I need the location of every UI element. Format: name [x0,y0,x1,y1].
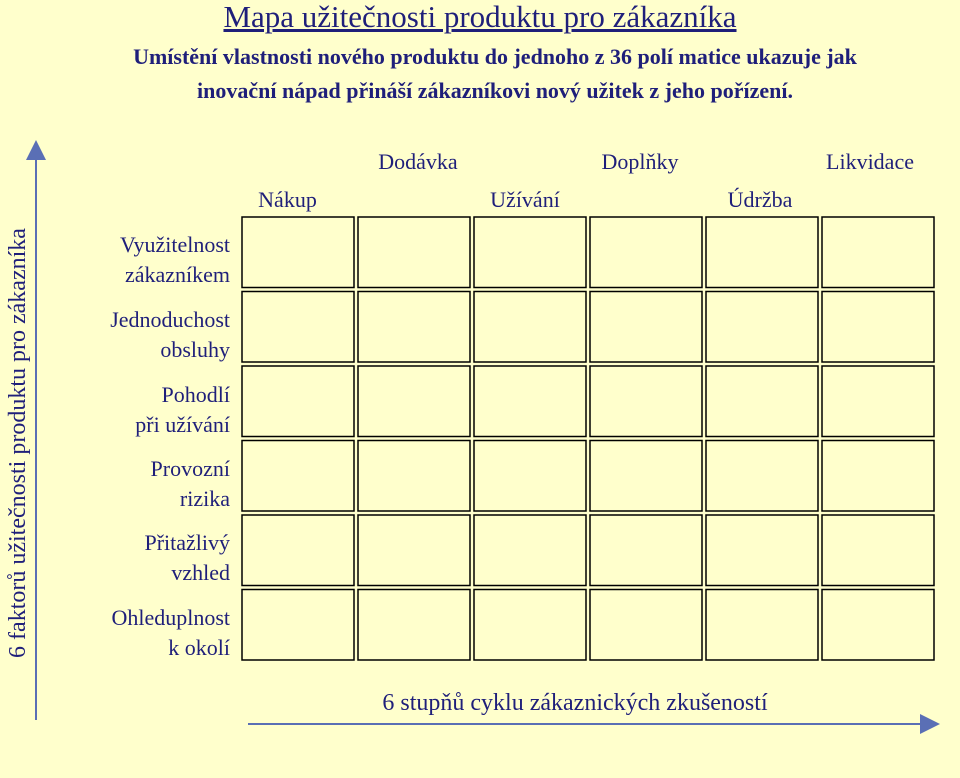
matrix-cell [474,366,586,437]
y-axis-label: 6 faktorů užitečnosti produktu pro zákazníka [5,228,31,658]
matrix-cell [590,515,702,586]
matrix-grid [242,217,934,660]
factor-line: Pohodlí [161,382,230,407]
matrix-cell [590,441,702,512]
factor-line: obsluhy [160,337,230,362]
matrix-cell [358,515,470,586]
x-axis-label: 6 stupňů cyklu zákaznických zkušeností [382,690,768,716]
factor-line: Provozní [150,456,230,481]
matrix-cell [590,590,702,661]
matrix-cell [706,441,818,512]
matrix-cell [242,590,354,661]
matrix-cell [242,292,354,363]
matrix-cell [822,366,934,437]
matrix-cell [706,217,818,288]
matrix-cell [822,441,934,512]
matrix-cell [706,292,818,363]
factor-line: při užívání [135,412,230,437]
matrix-cell [474,292,586,363]
matrix-cell [242,515,354,586]
matrix-cell [358,590,470,661]
matrix-cell [706,590,818,661]
factor-line: zákazníkem [124,262,230,287]
subtitle-line-1: Umístění vlastnosti nového produktu do jednoho z 36 polí matice ukazuje jak [133,44,857,69]
stage-udrzba: Údržba [727,187,793,212]
factor-line: vzhled [171,560,230,585]
matrix-cell [358,441,470,512]
matrix-cell [474,441,586,512]
factor-line: Využitelnost [120,232,230,257]
matrix-cell [822,217,934,288]
matrix-cell [358,366,470,437]
matrix-cell [706,515,818,586]
matrix-cell [358,217,470,288]
matrix-cell [242,217,354,288]
title-text: Mapa užitečnosti produktu pro zákazníka [223,0,737,34]
stage-doplnky: Doplňky [601,149,679,174]
factor-line: Přitažlivý [144,530,230,555]
stage-likvidace: Likvidace [826,149,914,174]
factor-line: Ohleduplnost [111,605,230,630]
stage-nakup: Nákup [258,187,317,212]
factor-line: k okolí [168,635,230,660]
matrix-cell [590,292,702,363]
matrix-cell [822,292,934,363]
matrix-cell [590,366,702,437]
matrix-cell [822,590,934,661]
stage-dodavka: Dodávka [378,149,458,174]
matrix-cell [474,515,586,586]
factor-line: rizika [179,486,230,511]
matrix-cell [706,366,818,437]
factor-line: Jednoduchost [110,307,230,332]
matrix-cell [242,441,354,512]
matrix-cell [590,217,702,288]
matrix-cell [242,366,354,437]
stage-uzivani: Užívání [490,187,560,212]
matrix-cell [474,590,586,661]
subtitle-line-2: inovační nápad přináší zákazníkovi nový užitek z jeho pořízení. [197,78,793,103]
matrix-cell [358,292,470,363]
matrix-cell [822,515,934,586]
matrix-cell [474,217,586,288]
